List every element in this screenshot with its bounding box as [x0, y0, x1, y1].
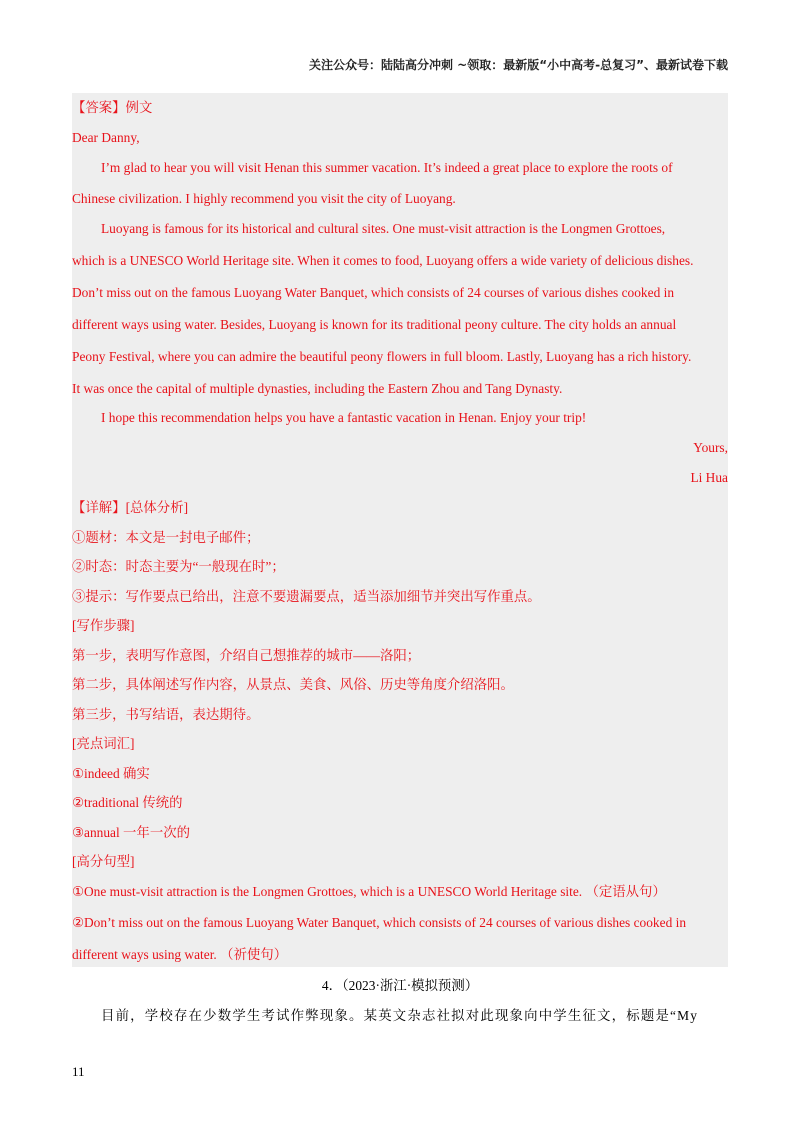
vocabulary-item-1: ①indeed 确实 — [72, 766, 150, 781]
analysis-item-3: ③提示：写作要点已给出，注意不要遗漏要点，适当添加细节并突出写作重点。 — [72, 589, 541, 604]
paragraph-2-line-3: Don’t miss out on the famous Luoyang Water Banquet, which consists of 24 courses of various dishes cooked in — [72, 285, 675, 300]
detail-label: 【详解】 — [72, 500, 126, 515]
sentence-pattern-2-line-2: different ways using water. （祈使句） — [72, 947, 288, 962]
vocabulary-item-3: ③annual 一年一次的 — [72, 825, 190, 840]
sentence-patterns-label: [高分句型] — [72, 854, 135, 869]
page-header: 关注公众号：陆陆高分冲刺 ~领取：最新版“小中高考-总复习”、最新试卷下载 — [309, 58, 728, 72]
question-text: 目前，学校存在少数学生考试作弊现象。某英文杂志社拟对此现象向中学生征文，标题是“My — [101, 1008, 699, 1023]
signature: Li Hua — [690, 470, 728, 485]
writing-step-3: 第三步，书写结语，表达期待。 — [72, 707, 260, 722]
paragraph-2-line-6: It was once the capital of multiple dynasties, including the Eastern Zhou and Tang Dynasty. — [72, 381, 563, 396]
sentence-pattern-2-line-1: ②Don’t miss out on the famous Luoyang Water Banquet, which consists of 24 courses of various dishes cooked in — [72, 915, 687, 930]
paragraph-2-line-4: different ways using water. Besides, Luoyang is known for its traditional peony culture. The city holds an annual — [72, 317, 677, 332]
salutation: Dear Danny, — [72, 130, 140, 145]
page-number: 11 — [72, 1064, 85, 1079]
overall-analysis-label: [总体分析] — [125, 500, 189, 515]
writing-steps-label: [写作步骤] — [72, 618, 135, 633]
analysis-item-1: ①题材：本文是一封电子邮件； — [72, 530, 260, 545]
paragraph-2-line-1: Luoyang is famous for its historical and cultural sites. One must-visit attraction is the Longmen Grottoes, — [101, 221, 666, 236]
closing: Yours, — [693, 440, 728, 455]
writing-step-2: 第二步，具体阐述写作内容，从景点、美食、风俗、历史等角度介绍洛阳。 — [72, 677, 514, 692]
detail-heading — [72, 500, 728, 516]
question-number: 4．（2023·浙江·模拟预测） — [321, 978, 479, 993]
answer-label: 【答案】例文 — [72, 100, 153, 115]
sentence-pattern-1: ①One must-visit attraction is the Longmen Grottoes, which is a UNESCO World Heritage site. （定语从句） — [72, 884, 666, 899]
writing-step-1: 第一步，表明写作意图，介绍自己想推荐的城市——洛阳； — [72, 648, 421, 663]
analysis-item-2: ②时态：时态主要为“一般现在时”； — [72, 559, 285, 574]
paragraph-1-line-2: Chinese civilization. I highly recommend you visit the city of Luoyang. — [72, 191, 456, 206]
vocabulary-label: [亮点词汇] — [72, 736, 135, 751]
paragraph-3: I hope this recommendation helps you have a fantastic vacation in Henan. Enjoy your trip! — [101, 410, 587, 425]
vocabulary-item-2: ②traditional 传统的 — [72, 795, 183, 810]
paragraph-2-line-2: which is a UNESCO World Heritage site. When it comes to food, Luoyang offers a wide variety of delicious dishes. — [72, 253, 694, 268]
paragraph-2-line-5: Peony Festival, where you can admire the beautiful peony flowers in full bloom. Lastly, Luoyang has a rich history. — [72, 349, 692, 364]
paragraph-1-line-1: I’m glad to hear you will visit Henan this summer vacation. It’s indeed a great place to explore the roots of — [101, 160, 673, 175]
